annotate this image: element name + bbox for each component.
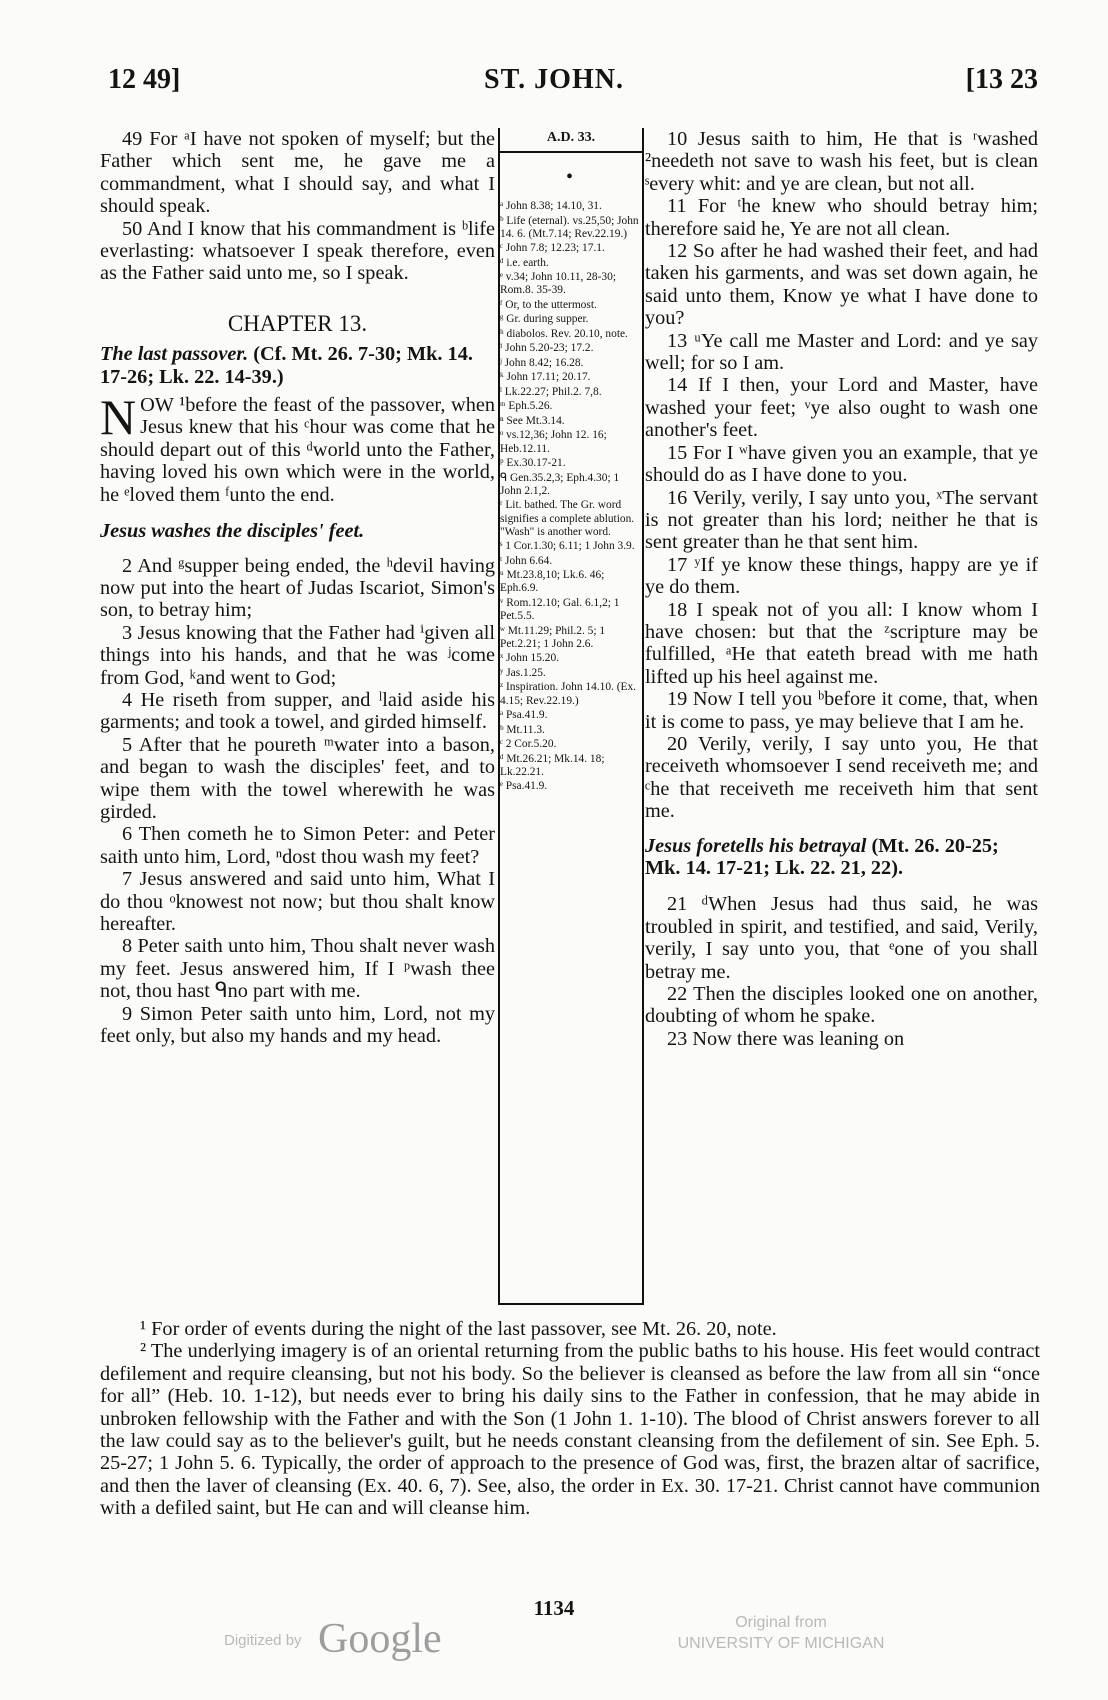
ref-note: ⁿ See Mt.3.14. [500, 414, 565, 427]
verse-13-22: 22 Then the disciples looked one on another, doubting of whom he spake. [645, 983, 1038, 1028]
reference-column [500, 156, 642, 795]
verse-13-17: 17 ʸIf ye know these things, happy are ye if ye do them. [645, 553, 1038, 599]
ref-note: ʲ John 8.42; 16.28. [500, 356, 584, 369]
page-number: 1134 [533, 1596, 575, 1620]
verse-13-7: 7 Jesus answered and said unto him, What I do thou ᵒknowest not now; but thou shalt know hereafter. [100, 868, 495, 935]
ref-note: ᶻ Inspiration. John 14.10. (Ex. 4.15; Rev.22.19.) [500, 681, 636, 707]
university-line: UNIVERSITY OF MICHIGAN [677, 1635, 885, 1652]
verse-13-13: 13 ᵘYe call me Master and Lord: and ye say well; for so I am. [645, 329, 1038, 375]
left-text-column [100, 128, 495, 1047]
ref-note: ᵗ John 6.64. [500, 554, 553, 567]
ref-note: ʸ Jas.1.25. [500, 666, 546, 679]
ref-note: ᵈ Mt.26.21; Mk.14. 18; Lk.22.21. [500, 752, 605, 778]
original-from-line: Original from [735, 1614, 827, 1631]
footnote-2: ² The underlying imagery is of an oriental returning from the public baths to his house. His feet would contract defilement and require cleansing, but not his body. So the believer is cleansed as before the law from all sin “once for all” (Heb. 10. 1-12), but needs ever to bring his daily sins to the Father in confession, that he may abide in unbroken fellowship with the Father and with the Son (1 John 1. 1-10). The blood of Christ answers forever to all the law could say as to the believer's guilt, but he needs constant cleansing from the defilement of sin. See Eph. 5. 25-27; 1 John 5. 6. Typically, the order of approach to the presence of God was, first, the brazen altar of sacrifice, and then the laver of cleansing (Ex. 40. 6, 7). See, also, the order in Ex. 30. 17-21. Christ cannot have communion with a defiled saint, but He can and will cleanse him. [100, 1340, 1040, 1520]
section-heading-betrayal [645, 835, 1038, 880]
ref-note: ᵇ Life (eternal). vs.25,50; John 14. 6. (Mt.7.14; Rev.22.19.) [500, 214, 639, 240]
verse-13-8: 8 Peter saith unto him, Thou shalt never wash my feet. Jesus answered him, If I ᵖwash thee not, thou hast ᑫno part with me. [100, 935, 495, 1003]
ref-note: ⁱ John 5.20-23; 17.2. [500, 342, 594, 355]
ref-note: ᵉ v.34; John 10.11, 28-30; Rom.8. 35-39. [500, 271, 616, 297]
verse-13-6: 6 Then cometh he to Simon Peter: and Peter saith unto him, Lord, ⁿdost thou wash my feet? [100, 823, 495, 868]
verse-13-1-text: OW ¹before the feast of the passover, when Jesus knew that his ᶜhour was come that he should depart out of this ᵈworld unto the Father, having loved his own which were in the world, he ᵉloved them ᶠunto the end. [100, 394, 495, 506]
section-reference: (Mt. 26. 20-25; Mk. 14. 17-21; Lk. 22. 21, 22). [645, 834, 999, 879]
running-head-left: 12 49] [108, 64, 181, 95]
verse-13-3: 3 Jesus knowing that the Father had ⁱgiven all things into his hands, and that he was ʲcome from God, ᵏand went to God; [100, 621, 495, 689]
bullet-mark: • [566, 166, 574, 188]
google-logo: Google [318, 1616, 442, 1662]
section-reference: (Cf. Mt. 26. 7-30; Mk. 14. 17-26; Lk. 22. 14-39.) [100, 343, 473, 388]
ref-note: ˢ 1 Cor.1.30; 6.11; 1 John 3.9. [500, 540, 635, 553]
ref-note: ʳ Lit. bathed. The Gr. word signifies a complete ablution. "Wash" is another word. [500, 499, 635, 538]
running-head-right: [13 23 [965, 64, 1038, 95]
ref-note: ᵃ John 8.38; 14.10, 31. [500, 200, 602, 212]
verse-13-2: 2 And ᵍsupper being ended, the ʰdevil having now put into the heart of Judas Iscariot, Simon's son, to betray him; [100, 554, 495, 622]
column-rule-bottom [498, 1303, 644, 1305]
verse-13-1 [100, 389, 495, 506]
ref-note: ᵛ Rom.12.10; Gal. 6.1,2; 1 Pet.5.5. [500, 596, 620, 623]
ref-note: ᵐ Eph.5.26. [500, 400, 553, 413]
verse-13-9: 9 Simon Peter saith unto him, Lord, not my feet only, but also my hands and my head. [100, 1002, 495, 1048]
year-marker: A.D. 33. [546, 130, 596, 145]
verse-13-18: 18 I speak not of you all: I know whom I have chosen: but that the ᶻscripture may be fulfilled, ᵃHe that eateth bread with me hath lifted up his heel against me. [645, 598, 1038, 688]
running-head-title: ST. JOHN. [484, 64, 624, 95]
section-heading-washes-feet: Jesus washes the disciples' feet. [100, 520, 365, 543]
right-text-column [645, 128, 1038, 1050]
verse-13-20: 20 Verily, verily, I say unto you, He that receiveth whomsoever I send receiveth me; and ᶜhe that receiveth me receiveth him that sent me. [645, 732, 1038, 823]
ref-note: ᵒ vs.12,36; John 12. 16; Heb.12.11. [500, 429, 607, 455]
ref-note: ᵃ Psa.41.9. [500, 709, 548, 722]
verse-13-10: 10 Jesus saith to him, He that is ʳwashed ²needeth not save to wash his feet, but is clean ˢevery whit: and ye are clean, but not all. [645, 128, 1038, 195]
ref-note: ᵏ John 17.11; 20.17. [500, 371, 591, 384]
verse-13-16: 16 Verily, verily, I say unto you, ˣThe servant is not greater than his lord; neither he that is sent greater than he that sent him. [645, 486, 1038, 554]
ref-note: ᵉ Psa.41.9. [500, 780, 548, 793]
verse-13-21: 21 ᵈWhen Jesus had thus said, he was troubled in spirit, and testified, and said, Verily, verily, I say unto you, that ᵉone of you shall betray me. [645, 893, 1038, 983]
verse-13-12: 12 So after he had washed their feet, and had taken his garments, and was set down again, he said unto them, Know ye what I have done to you? [645, 240, 1038, 330]
verse-12-50: 50 And I know that his commandment is ᵇlife everlasting: whatsoever I speak therefore, even as the Father said unto me, so I speak. [100, 217, 495, 285]
section-title: Jesus foretells his betrayal [645, 834, 867, 857]
digitized-by-label: Digitized by [224, 1632, 302, 1649]
section-heading-last-passover [100, 343, 495, 388]
ref-note: ʰ diabolos. Rev. 20.10, note. [500, 327, 628, 340]
original-from-label [666, 1612, 896, 1654]
ref-note: ᵇ Mt.11.3. [500, 723, 545, 736]
verse-12-49: 49 For ᵃI have not spoken of myself; but the Father which sent me, he gave me a commandment, what I should say, and what I should speak. [100, 128, 495, 218]
ref-note: ˡ Lk.22.27; Phil.2. 7,8. [500, 385, 602, 398]
ref-note: ᵖ Ex.30.17-21. [500, 457, 566, 470]
ref-note: ᵈ i.e. earth. [500, 256, 549, 269]
column-rule-right [642, 128, 644, 1304]
footnotes [100, 1318, 1040, 1520]
verse-13-15: 15 For I ʷhave given you an example, that ye should do as I have done to you. [645, 441, 1038, 487]
column-rule-top [500, 151, 642, 153]
footnote-1: ¹ For order of events during the night of the last passover, see Mt. 26. 20, note. [140, 1318, 777, 1340]
ref-note: ʷ Mt.11.29; Phil.2. 5; 1 Pet.2.21; 1 John 2.6. [500, 624, 606, 650]
ref-note: ᶜ 2 Cor.5.20. [500, 738, 557, 751]
ref-note: ᑫ Gen.35.2,3; Eph.4.30; 1 John 2.1,2. [500, 471, 620, 497]
ref-note: ᶜ John 7.8; 12.23; 17.1. [500, 242, 605, 255]
verse-13-5: 5 After that he poureth ᵐwater into a bason, and began to wash the disciples' feet, and to wipe them with the towel wherewith he was girded. [100, 733, 495, 823]
ref-note: ᵍ Gr. during supper. [500, 313, 589, 326]
drop-cap: N [100, 389, 137, 446]
ref-note: ᶠ Or, to the uttermost. [500, 298, 597, 311]
ref-note: ˣ John 15.20. [500, 652, 559, 665]
ref-note: ᵘ Mt.23.8,10; Lk.6. 46; Eph.6.9. [500, 569, 605, 595]
section-title: The last passover. [100, 343, 249, 366]
chapter-heading: CHAPTER 13. [227, 310, 368, 336]
verse-13-11: 11 For ᵗhe knew who should betray him; therefore said he, Ye are not all clean. [645, 195, 1038, 240]
verse-13-23: 23 Now there was leaning on [667, 1027, 905, 1050]
verse-13-19: 19 Now I tell you ᵇbefore it come, that, when it is come to pass, ye may believe that I am he. [645, 688, 1038, 733]
verse-13-4: 4 He riseth from supper, and ˡlaid aside his garments; and took a towel, and girded himself. [100, 688, 495, 734]
verse-13-14: 14 If I then, your Lord and Master, have washed your feet; ᵛye also ought to wash one another's feet. [645, 374, 1038, 442]
